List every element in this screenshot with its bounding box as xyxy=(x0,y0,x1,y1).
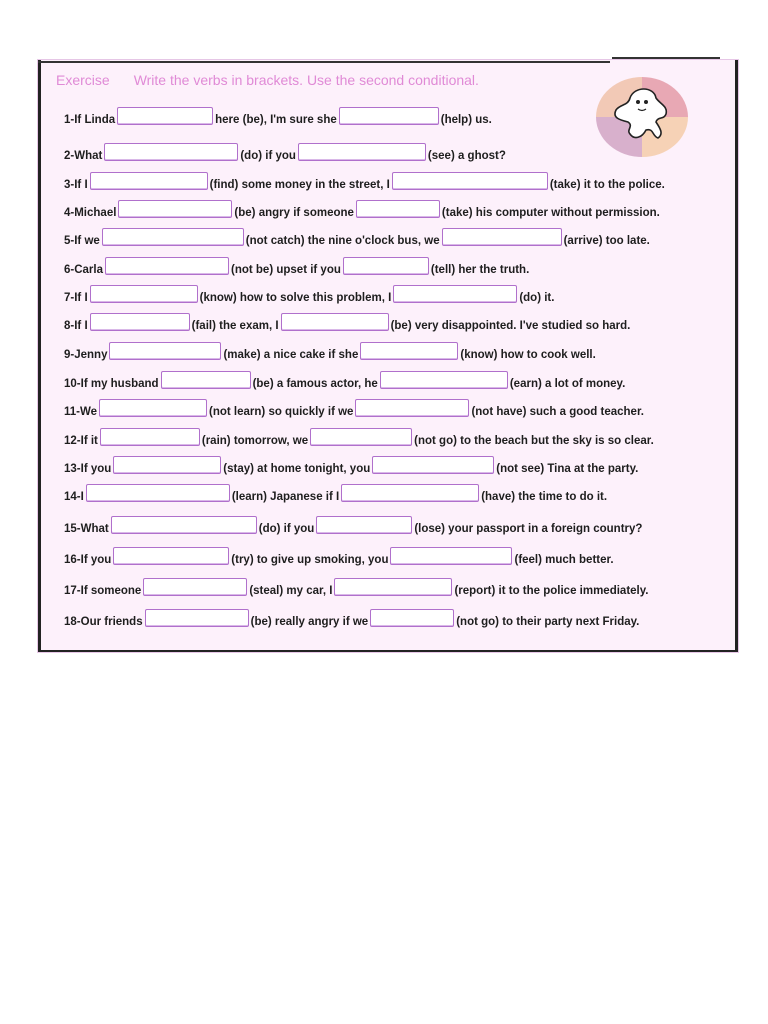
answer-blank-input[interactable] xyxy=(310,428,412,446)
item-prompt: 6-Carla xyxy=(64,264,103,276)
answer-blank-input[interactable] xyxy=(143,578,247,596)
exercise-item xyxy=(64,581,648,601)
answer-blank-input[interactable] xyxy=(111,516,257,534)
exercise-item xyxy=(64,316,630,336)
exercise-heading xyxy=(56,72,479,88)
answer-blank-input[interactable] xyxy=(341,484,479,502)
exercise-item xyxy=(64,612,639,632)
item-text: (learn) Japanese if I xyxy=(231,491,340,503)
item-text: (steal) my car, I xyxy=(249,585,333,597)
item-prompt: 8-If I xyxy=(64,320,88,332)
item-prompt: 11-We xyxy=(64,406,98,418)
item-prompt: 5-If we xyxy=(64,235,100,247)
answer-blank-input[interactable] xyxy=(281,313,389,331)
item-text: (have) the time to do it. xyxy=(481,491,608,503)
item-text: (help) us. xyxy=(440,114,492,126)
item-text: here (be), I'm sure she xyxy=(215,114,337,126)
item-prompt: 17-If someone xyxy=(64,585,142,597)
answer-blank-input[interactable] xyxy=(161,371,251,389)
item-prompt: 7-If I xyxy=(64,292,88,304)
item-text: (know) how to solve this problem, I xyxy=(199,292,392,304)
exercise-item xyxy=(64,431,654,451)
exercise-item xyxy=(64,459,638,479)
answer-blank-input[interactable] xyxy=(390,547,512,565)
exercise-instruction: Write the verbs in brackets. Use the second conditional. xyxy=(133,72,479,88)
exercise-label: Exercise xyxy=(56,72,110,88)
item-prompt: 13-If you xyxy=(64,463,112,475)
answer-blank-input[interactable] xyxy=(380,371,508,389)
exercise-item xyxy=(64,175,665,195)
answer-blank-input[interactable] xyxy=(145,609,249,627)
item-text: (know) how to cook well. xyxy=(460,349,596,361)
item-text: (be) angry if someone xyxy=(234,207,354,219)
item-prompt: 4-Michael xyxy=(64,207,117,219)
exercise-item xyxy=(64,260,529,280)
answer-blank-input[interactable] xyxy=(113,456,221,474)
item-text: (fail) the exam, I xyxy=(191,320,279,332)
item-text: (be) very disappointed. I've studied so hard. xyxy=(390,320,631,332)
answer-blank-input[interactable] xyxy=(334,578,452,596)
answer-blank-input[interactable] xyxy=(360,342,458,360)
item-prompt: 16-If you xyxy=(64,554,112,566)
item-text: (be) really angry if we xyxy=(250,616,369,628)
item-prompt: 15-What xyxy=(64,523,109,535)
item-prompt: 10-If my husband xyxy=(64,378,159,390)
answer-blank-input[interactable] xyxy=(355,399,469,417)
answer-blank-input[interactable] xyxy=(113,547,229,565)
item-prompt: 9-Jenny xyxy=(64,349,108,361)
ghost-icon xyxy=(594,76,690,158)
answer-blank-input[interactable] xyxy=(118,200,232,218)
item-text: (stay) at home tonight, you xyxy=(223,463,371,475)
item-text: (tell) her the truth. xyxy=(430,264,530,276)
answer-blank-input[interactable] xyxy=(102,228,244,246)
exercise-item xyxy=(64,402,644,422)
answer-blank-input[interactable] xyxy=(104,143,238,161)
item-text: (arrive) too late. xyxy=(563,235,650,247)
answer-blank-input[interactable] xyxy=(298,143,426,161)
item-text: (feel) much better. xyxy=(514,554,614,566)
exercise-item xyxy=(64,231,650,251)
answer-blank-input[interactable] xyxy=(316,516,412,534)
answer-blank-input[interactable] xyxy=(343,257,429,275)
answer-blank-input[interactable] xyxy=(90,313,190,331)
item-prompt: 18-Our friends xyxy=(64,616,143,628)
answer-blank-input[interactable] xyxy=(90,285,198,303)
exercise-item xyxy=(64,345,596,365)
answer-blank-input[interactable] xyxy=(99,399,207,417)
item-text: (not go) to their party next Friday. xyxy=(456,616,640,628)
item-text: (rain) tomorrow, we xyxy=(201,435,309,447)
item-text: (not see) Tina at the party. xyxy=(496,463,639,475)
item-text: (see) a ghost? xyxy=(427,150,506,162)
item-text: (try) to give up smoking, you xyxy=(231,554,389,566)
top-rule-right xyxy=(612,57,720,59)
item-text: (do) if you xyxy=(240,150,296,162)
item-text: (not be) upset if you xyxy=(231,264,341,276)
answer-blank-input[interactable] xyxy=(393,285,517,303)
item-text: (do) if you xyxy=(258,523,315,535)
item-prompt: 12-If it xyxy=(64,435,98,447)
answer-blank-input[interactable] xyxy=(90,172,208,190)
answer-blank-input[interactable] xyxy=(109,342,221,360)
answer-blank-input[interactable] xyxy=(86,484,230,502)
answer-blank-input[interactable] xyxy=(392,172,548,190)
answer-blank-input[interactable] xyxy=(370,609,454,627)
item-text: (take) his computer without permission. xyxy=(441,207,660,219)
item-text: (take) it to the police. xyxy=(549,179,665,191)
answer-blank-input[interactable] xyxy=(339,107,439,125)
exercise-item xyxy=(64,487,607,507)
exercise-item xyxy=(64,288,554,308)
item-prompt: 1-If Linda xyxy=(64,114,116,126)
item-text: (earn) a lot of money. xyxy=(509,378,626,390)
answer-blank-input[interactable] xyxy=(105,257,229,275)
item-text: (report) it to the police immediately. xyxy=(454,585,649,597)
exercise-item xyxy=(64,110,492,130)
item-text: (find) some money in the street, I xyxy=(209,179,390,191)
item-text: (not have) such a good teacher. xyxy=(471,406,644,418)
item-text: (make) a nice cake if she xyxy=(223,349,359,361)
exercise-item xyxy=(64,550,614,570)
exercise-item xyxy=(64,203,660,223)
exercise-item xyxy=(64,146,506,166)
answer-blank-input[interactable] xyxy=(100,428,200,446)
item-prompt: 14-I xyxy=(64,491,84,503)
item-text: (not catch) the nine o'clock bus, we xyxy=(245,235,440,247)
answer-blank-input[interactable] xyxy=(356,200,440,218)
exercise-item xyxy=(64,519,642,539)
item-text: (do) it. xyxy=(519,292,555,304)
item-text: (be) a famous actor, he xyxy=(252,378,378,390)
item-text: (not learn) so quickly if we xyxy=(209,406,354,418)
answer-blank-input[interactable] xyxy=(442,228,562,246)
item-text: (not go) to the beach but the sky is so clear. xyxy=(414,435,654,447)
exercise-item xyxy=(64,374,625,394)
answer-blank-input[interactable] xyxy=(117,107,213,125)
answer-blank-input[interactable] xyxy=(372,456,494,474)
item-text: (lose) your passport in a foreign country? xyxy=(414,523,643,535)
item-prompt: 3-If I xyxy=(64,179,88,191)
top-rule xyxy=(38,61,610,63)
item-prompt: 2-What xyxy=(64,150,103,162)
